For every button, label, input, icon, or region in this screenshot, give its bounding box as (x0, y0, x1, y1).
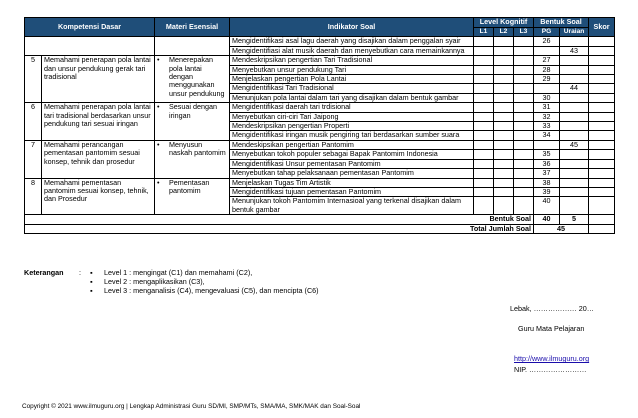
indikator-cell: Mendeskripsikan pengertian Tari Tradisional (230, 56, 474, 65)
level-l1-cell (474, 103, 494, 112)
level-l2-cell (494, 93, 514, 102)
bullet-icon: • (157, 178, 160, 187)
skor-cell (589, 84, 615, 93)
skor-cell (589, 169, 615, 178)
pg-cell: 40 (534, 197, 560, 215)
total-row (25, 224, 615, 233)
uraian-cell: 44 (560, 84, 589, 93)
level-l3-cell (514, 159, 534, 168)
kd-cell: Memahami perancangan pementasan pantomim sesuai konsep, tehnik dan prosedur (42, 140, 155, 178)
bullet-icon: • (157, 140, 160, 149)
indikator-cell: Menunjukan pola lantai dalam tari yang disajikan dalam bentuk gambar (230, 93, 474, 102)
skor-cell (589, 159, 615, 168)
level-l1-cell (474, 140, 494, 149)
uraian-cell (560, 56, 589, 65)
level-l1-cell (474, 178, 494, 187)
indikator-cell: Mendeskipsikan pengertian Pantomim (230, 140, 474, 149)
header-kompetensi: Kompetensi Dasar (25, 18, 155, 37)
keterangan-title: Keterangan (24, 268, 64, 277)
keterangan-colon: : (79, 268, 81, 277)
total-value: 45 (534, 224, 589, 233)
table-row (25, 103, 615, 112)
level-l2-cell (494, 169, 514, 178)
nip-label: NIP. …………………… (514, 365, 587, 374)
skor-cell (589, 93, 615, 102)
uraian-cell (560, 122, 589, 131)
pg-cell: 33 (534, 122, 560, 131)
skor-cell (589, 224, 615, 233)
level-l1-cell (474, 122, 494, 131)
level-l2-cell (494, 131, 514, 140)
header-level-kognitif: Level Kognitif (474, 18, 534, 28)
indikator-cell: Mengidentifikasi Tari Tradisional (230, 84, 474, 93)
pg-cell: 39 (534, 187, 560, 196)
indikator-cell: Menjelaskan pengertian Pola Lantai (230, 75, 474, 84)
list-item: ▪ Level 3 : menganalisis (C4), mengevaluasi (C5), dan mencipta (C6) (90, 286, 319, 295)
level-l2-cell (494, 112, 514, 121)
uraian-cell: 43 (560, 46, 589, 55)
skor-cell (589, 187, 615, 196)
bullet-icon: ▪ (90, 286, 93, 295)
materi-cell: • Sesuai dengan iringan (155, 103, 230, 141)
header-indikator: Indikator Soal (230, 18, 474, 37)
indikator-cell: Menyebutkan ciri-ciri Tari Jaipong (230, 112, 474, 121)
indikator-cell: Menyebutkan tokoh populer sebagai Bapak Pantomim Indonesia (230, 150, 474, 159)
level-l2-cell (494, 140, 514, 149)
level-l3-cell (514, 103, 534, 112)
skor-cell (589, 178, 615, 187)
row-number: 8 (25, 178, 42, 215)
website-link[interactable]: http://www.ilmuguru.org (514, 354, 590, 363)
total-label: Total Jumlah Soal (25, 224, 534, 233)
kd-cell: Memahami pementasan pantomim sesuai konsep, tehnik, dan Prosedur (42, 178, 155, 215)
role-label: Guru Mata Pelajaran (518, 324, 585, 333)
level-l2-cell (494, 46, 514, 55)
bentuk-soal-row (25, 215, 615, 224)
pg-cell: 30 (534, 93, 560, 102)
pg-cell: 37 (534, 169, 560, 178)
pg-cell: 28 (534, 65, 560, 74)
skor-cell (589, 37, 615, 46)
bullet-icon: ▪ (90, 277, 93, 286)
bentuk-uraian-total: 5 (560, 215, 589, 224)
skor-cell (589, 122, 615, 131)
level-l2-cell (494, 150, 514, 159)
header-l2: L2 (494, 28, 514, 37)
header-l1: L1 (474, 28, 494, 37)
uraian-cell (560, 187, 589, 196)
level-l2-cell (494, 187, 514, 196)
level-l1-cell (474, 131, 494, 140)
level-l2-cell (494, 84, 514, 93)
table-row (25, 37, 615, 46)
level-l2-cell (494, 56, 514, 65)
row-number: 5 (25, 56, 42, 103)
skor-cell (589, 65, 615, 74)
kd-cell: Memahami penerapan pola lantai dan unsur pendukung gerak tari tradisional (42, 56, 155, 103)
pg-cell: 38 (534, 178, 560, 187)
level-l1-cell (474, 56, 494, 65)
header-l3: L3 (514, 28, 534, 37)
indikator-cell: Mengidentifikasi tujuan pementasan Pantomim (230, 187, 474, 196)
level-l1-cell (474, 169, 494, 178)
pg-cell: 29 (534, 75, 560, 84)
level-l3-cell (514, 84, 534, 93)
level-l2-cell (494, 197, 514, 215)
list-item: ▪ Level 1 : mengingat (C1) dan memahami (C2), (90, 268, 253, 277)
pg-cell (534, 140, 560, 149)
list-item: ▪ Level 2 : mengaplikasikan (C3), (90, 277, 205, 286)
uraian-cell (560, 75, 589, 84)
level-l1-cell (474, 159, 494, 168)
skor-cell (589, 46, 615, 55)
level-l1-cell (474, 37, 494, 46)
copyright-text: Copyright © 2021 www.ilmuguru.org | Lengkap Administrasi Guru SD/MI, SMP/MTs, SMA/MA, SMK/MAK dan Soal-Soal (22, 403, 361, 410)
pg-cell: 36 (534, 159, 560, 168)
level-l3-cell (514, 46, 534, 55)
level-l1-cell (474, 84, 494, 93)
header-materi: Materi Esensial (155, 18, 230, 37)
level-l3-cell (514, 112, 534, 121)
uraian-cell (560, 197, 589, 215)
level-l2-cell (494, 178, 514, 187)
level-l2-cell (494, 75, 514, 84)
header-pg: PG (534, 28, 560, 37)
indikator-cell: Mengidentifiasi alat musik daerah dan menyebutkan cara memainkannya (230, 46, 474, 55)
kd-cell: Memahami penerapan pola lantai tari tradisional berdasarkan unsur pendukung tari sesuai iringan (42, 103, 155, 141)
table-row (25, 140, 615, 149)
level-l1-cell (474, 93, 494, 102)
bentuk-pg-total: 40 (534, 215, 560, 224)
skor-cell (589, 103, 615, 112)
uraian-cell (560, 169, 589, 178)
level-l2-cell (494, 159, 514, 168)
level-l1-cell (474, 65, 494, 74)
skor-cell (589, 131, 615, 140)
pg-cell: 27 (534, 56, 560, 65)
skor-cell (589, 150, 615, 159)
pg-cell: 26 (534, 37, 560, 46)
indikator-cell: Mengidentifikasi daerah tari trdisional (230, 103, 474, 112)
level-l2-cell (494, 122, 514, 131)
level-l1-cell (474, 46, 494, 55)
bentuk-soal-label: Bentuk Soal (25, 215, 534, 224)
indikator-cell: Menyebutkan tahap pelaksanaan pementasan Pantomim (230, 169, 474, 178)
level-l3-cell (514, 37, 534, 46)
bullet-icon: • (157, 55, 160, 65)
materi-cell (155, 37, 230, 56)
skor-cell (589, 56, 615, 65)
level-l3-cell (514, 150, 534, 159)
uraian-cell (560, 93, 589, 102)
uraian-cell (560, 103, 589, 112)
level-l3-cell (514, 187, 534, 196)
level-l1-cell (474, 197, 494, 215)
level-l3-cell (514, 56, 534, 65)
row-number: 7 (25, 140, 42, 178)
skor-cell (589, 140, 615, 149)
uraian-cell (560, 150, 589, 159)
kd-cell (25, 37, 155, 56)
skor-cell (589, 197, 615, 215)
skor-cell (589, 215, 615, 224)
indikator-cell: Menjelaskan Tugas Tim Artistik (230, 178, 474, 187)
level-l3-cell (514, 178, 534, 187)
level-l3-cell (514, 131, 534, 140)
uraian-cell (560, 65, 589, 74)
level-l3-cell (514, 65, 534, 74)
pg-cell: 31 (534, 103, 560, 112)
header-skor: Skor (589, 18, 615, 37)
kisi-kisi-table (24, 17, 615, 234)
pg-cell (534, 84, 560, 93)
uraian-cell (560, 37, 589, 46)
row-number: 6 (25, 103, 42, 141)
materi-cell: • Menyusun naskah pantomim (155, 140, 230, 178)
level-l3-cell (514, 197, 534, 215)
pg-cell: 32 (534, 112, 560, 121)
uraian-cell (560, 178, 589, 187)
level-l1-cell (474, 75, 494, 84)
level-l2-cell (494, 37, 514, 46)
level-l2-cell (494, 65, 514, 74)
keterangan-list (90, 268, 319, 295)
uraian-cell (560, 131, 589, 140)
indikator-cell: Menyebutkan unsur pendukung Tari (230, 65, 474, 74)
indikator-cell: Mengidentifikasi asal lagu daerah yang disajikan dalam penggalan syair (230, 37, 474, 46)
skor-cell (589, 75, 615, 84)
level-l3-cell (514, 122, 534, 131)
indikator-cell: Menunjukan tokoh Pantomim Internasioal yang terkenal disajikan dalam bentuk gambar (230, 197, 474, 215)
pg-cell: 34 (534, 131, 560, 140)
level-l3-cell (514, 169, 534, 178)
indikator-cell: Mengidentifikasi Unsur pementasan Pantomim (230, 159, 474, 168)
uraian-cell: 45 (560, 140, 589, 149)
place-date: Lebak, ……………… 20… (510, 304, 594, 313)
materi-cell: • Pementasan pantomim (155, 178, 230, 215)
level-l3-cell (514, 75, 534, 84)
indikator-cell: Mendeskripsikan pengertian Properti (230, 122, 474, 131)
indikator-cell: Mengidentifikasi iringan musik pengiring tari berdasarkan sumber suara (230, 131, 474, 140)
materi-cell: • Menerepakan pola lantai dengan menggunakan unsur pendukung (155, 56, 230, 103)
skor-cell (589, 112, 615, 121)
level-l1-cell (474, 187, 494, 196)
level-l2-cell (494, 103, 514, 112)
bullet-icon: ▪ (90, 268, 93, 277)
header-uraian: Uraian (560, 28, 589, 37)
pg-cell: 35 (534, 150, 560, 159)
header-bentuk-soal: Bentuk Soal (534, 18, 589, 28)
level-l3-cell (514, 140, 534, 149)
bullet-icon: • (157, 102, 160, 112)
table-row (25, 56, 615, 65)
pg-cell (534, 46, 560, 55)
level-l3-cell (514, 93, 534, 102)
uraian-cell (560, 159, 589, 168)
table-row (25, 178, 615, 187)
uraian-cell (560, 112, 589, 121)
level-l1-cell (474, 112, 494, 121)
level-l1-cell (474, 150, 494, 159)
